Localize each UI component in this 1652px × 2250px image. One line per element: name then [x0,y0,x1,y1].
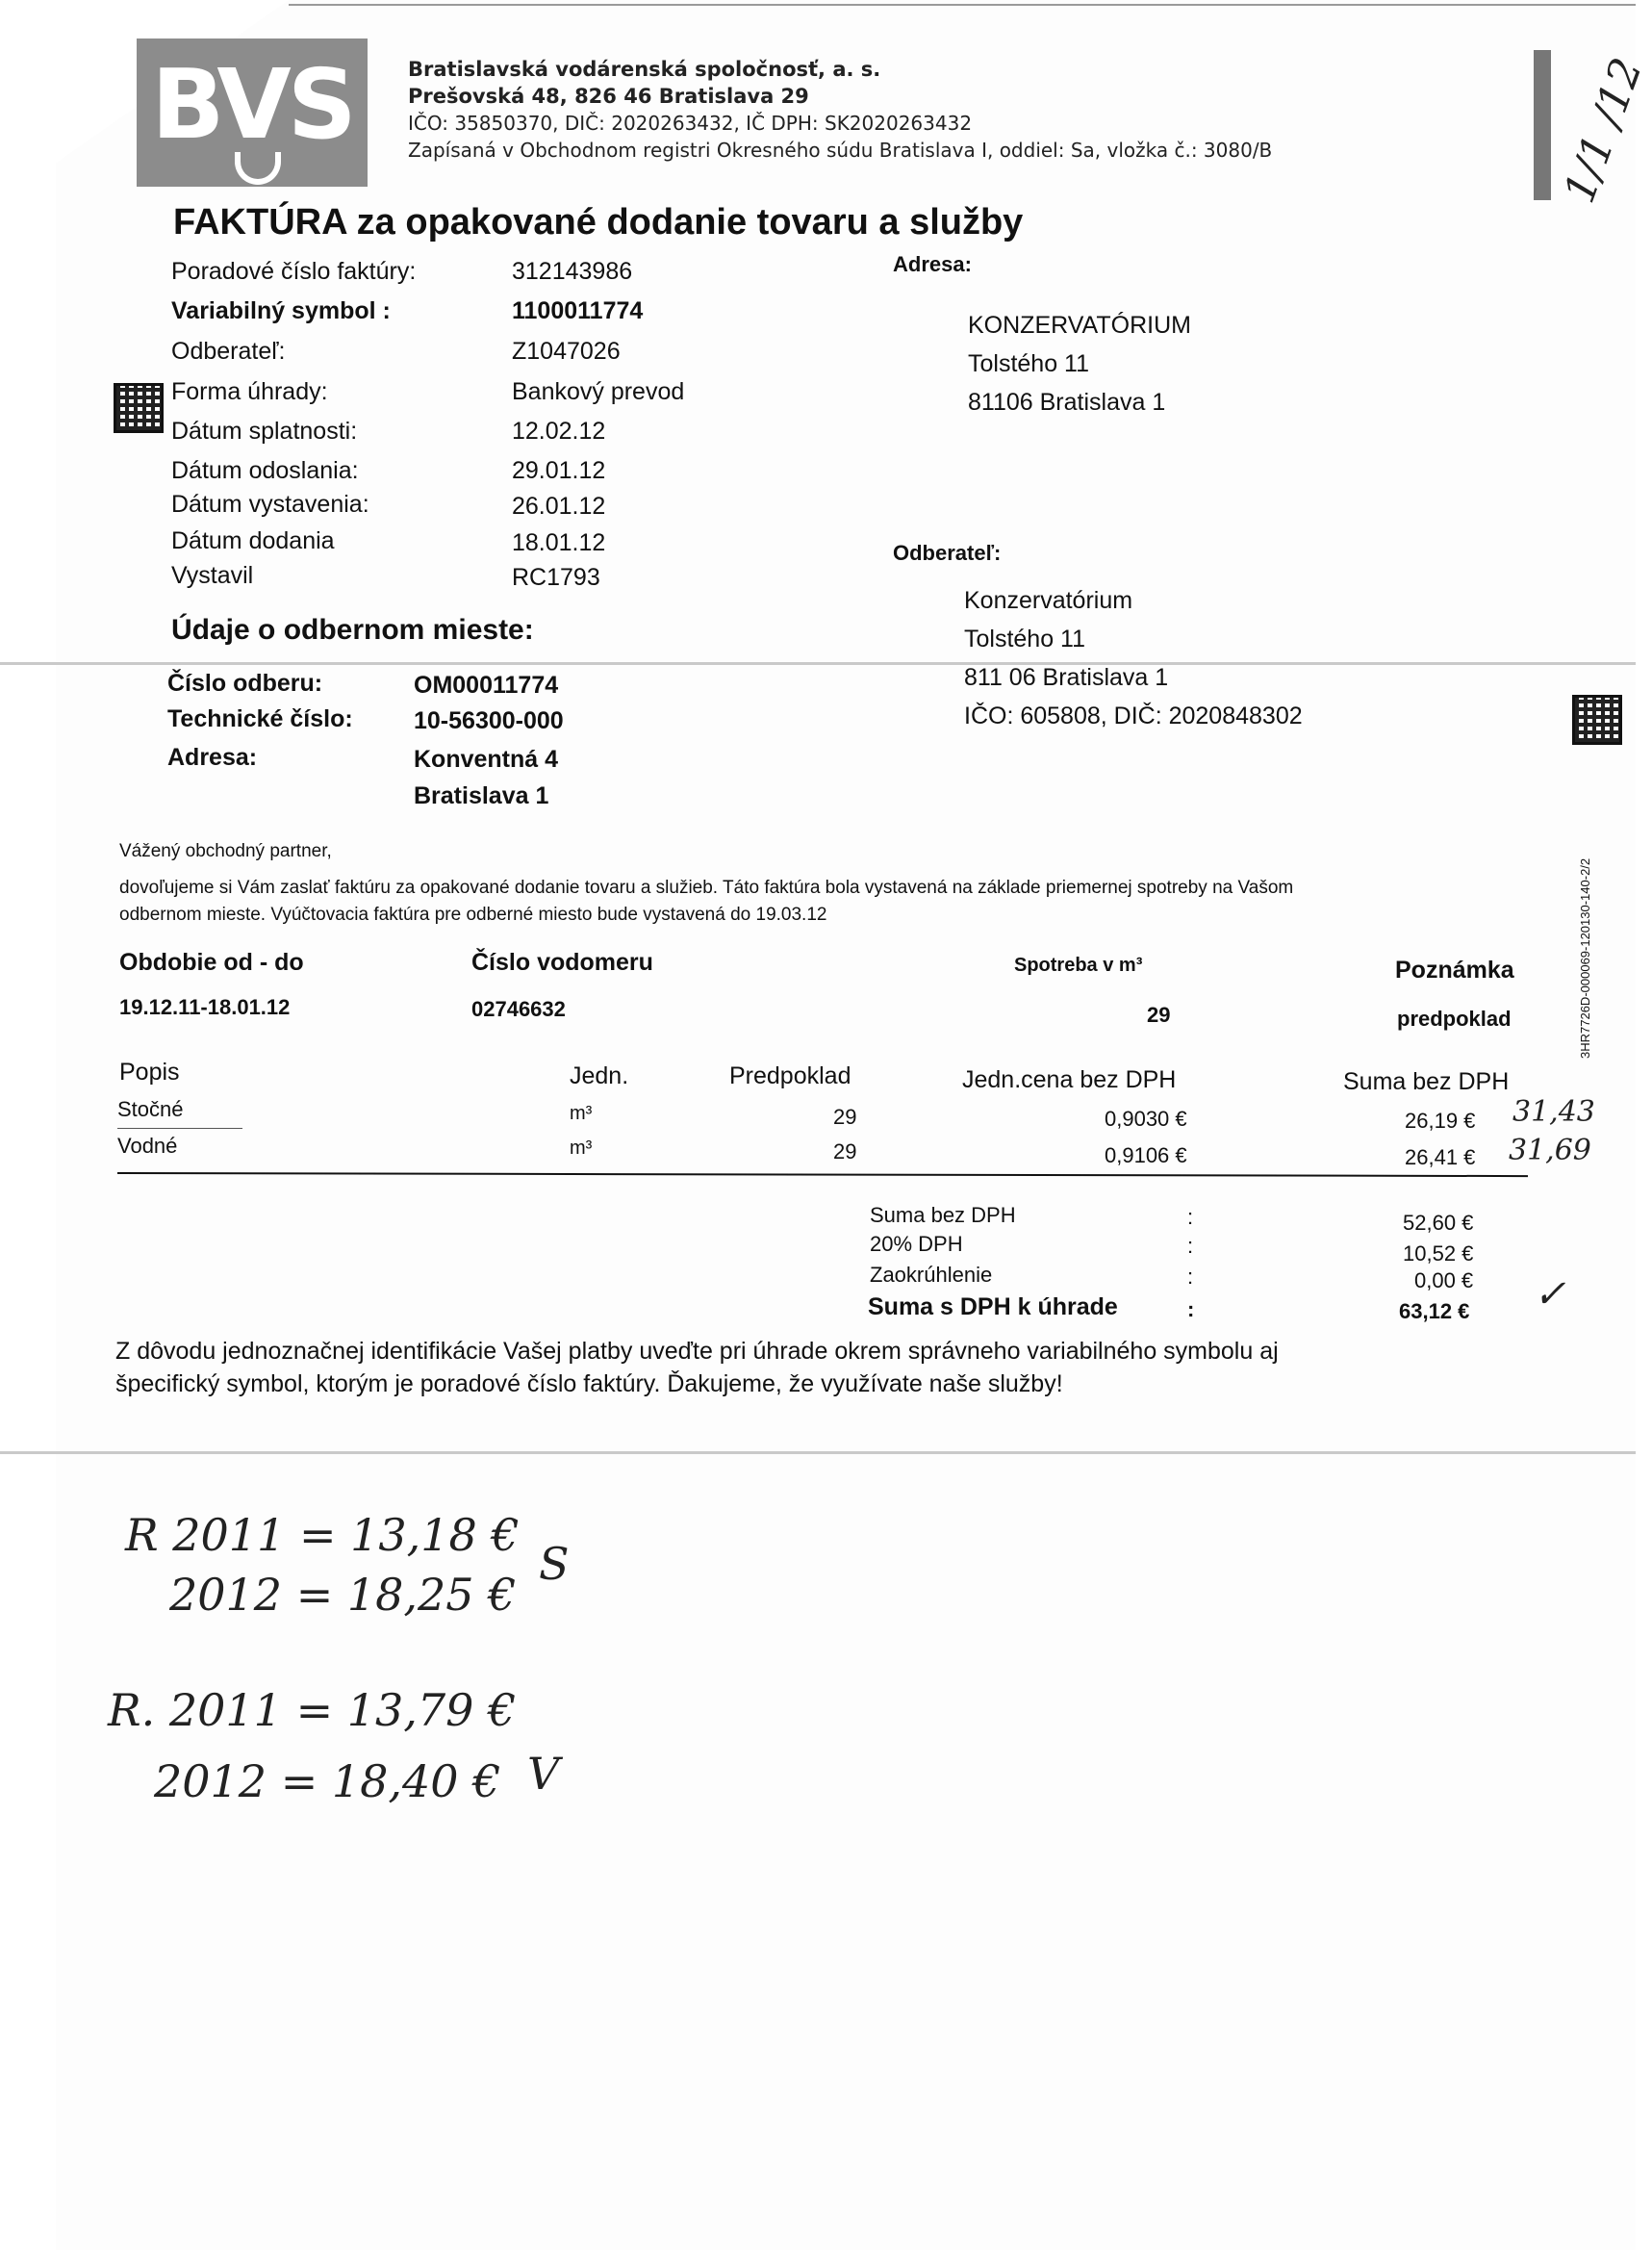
items-header-sum: Suma bez DPH [1343,1068,1510,1095]
place-value: OM00011774 [414,672,559,699]
field-value: Bankový prevod [512,378,685,405]
logo-text: BVS [151,48,353,161]
stamp-note: 1/1 /12 [1555,51,1652,210]
customer-line: Tolstého 11 [964,626,1086,652]
top-edge [289,4,1636,6]
place-heading: Údaje o odbernom mieste: [171,614,534,646]
fold-line-lower [0,1451,1636,1454]
qr-code-right [1572,695,1622,745]
letter-text: odbernom mieste. Vyúčtovacia faktúra pre odberné miesto bude vystavená do 19.03.12 [119,905,827,925]
item-sum: 26,41 € [1405,1145,1476,1169]
field-value: 29.01.12 [512,457,606,484]
customer-line: Konzervatórium [964,587,1133,614]
customer-line: IČO: 605808, DIČ: 2020848302 [964,703,1303,729]
field-label: Poradové číslo faktúry: [171,258,417,285]
bvs-logo [137,38,368,187]
field-label: Forma úhrady: [171,378,328,405]
item-estimate: 29 [833,1139,857,1163]
item-handnote: 31,69 [1509,1134,1591,1167]
company-address: Prešovská 48, 826 46 Bratislava 29 [408,85,809,108]
place-value: 10-56300-000 [414,707,564,734]
logo-drop-mark [235,152,281,185]
item-handnote: 31,43 [1512,1095,1595,1129]
customer-label: Odberateľ: [893,541,1002,565]
totals-label-grand: Suma s DPH k úhrade [868,1293,1118,1320]
company-registry: Zapísaná v Obchodnom registri Okresného súdu Bratislava I, oddiel: Sa, vložka č.: 3080/B [408,139,1273,162]
company-ids: IČO: 35850370, DIČ: 2020263432, IČ DPH: SK2020263432 [408,112,973,135]
footer-note: špecifický symbol, ktorým je poradové číslo faktúry. Ďakujeme, že využívate naše služby! [115,1370,1063,1397]
field-label: Odberateľ: [171,338,286,365]
field-label: Vystavil [171,562,254,589]
meter-note: predpoklad [1397,1007,1512,1031]
place-label: Technické číslo: [167,705,353,732]
field-label: Dátum splatnosti: [171,418,358,445]
item-unit-price: 0,9030 € [1105,1107,1187,1131]
meter-number: 02746632 [471,997,566,1021]
handwritten-note: 2012 = 18,40 € [154,1755,501,1807]
totals-value: 0,00 € [1414,1268,1474,1292]
item-unit: m³ [570,1138,593,1159]
totals-label: Zaokrúhlenie [870,1263,993,1287]
item-sum: 26,19 € [1405,1109,1476,1133]
field-label: Variabilný symbol : [171,297,391,324]
letter-greeting: Vážený obchodný partner, [119,841,332,861]
place-label: Číslo odberu: [167,670,323,697]
items-header-estimate: Predpoklad [729,1062,851,1089]
items-header-unit-price: Jedn.cena bez DPH [962,1066,1177,1093]
field-label: Dátum odoslania: [171,457,359,484]
address-line: Tolstého 11 [968,350,1090,377]
field-value: 12.02.12 [512,418,606,445]
fold-line-upper [0,662,1636,665]
field-label: Dátum dodania [171,527,335,554]
address-line: KONZERVATÓRIUM [968,312,1191,339]
items-header-unit: Jedn. [570,1062,629,1089]
customer-line: 811 06 Bratislava 1 [964,664,1169,691]
meter-period: 19.12.11-18.01.12 [119,995,291,1019]
stamp-bar [1534,50,1551,200]
field-value: 312143986 [512,258,633,285]
item-desc: Stočné [117,1097,184,1121]
item-unit: m³ [570,1103,593,1124]
totals-colon: : [1187,1265,1194,1289]
totals-label: 20% DPH [870,1232,963,1256]
invoice-title: FAKTÚRA za opakované dodanie tovaru a služby [173,202,1024,243]
totals-colon: : [1187,1205,1194,1229]
totals-colon: : [1187,1297,1195,1321]
meter-header-number: Číslo vodomeru [471,949,653,976]
totals-label: Suma bez DPH [870,1203,1016,1227]
meter-header-note: Poznámka [1395,957,1514,984]
meter-consumption: 29 [1147,1003,1171,1027]
place-value: Bratislava 1 [414,782,549,809]
totals-colon: : [1187,1234,1194,1258]
totals-value-grand: 63,12 € [1399,1299,1470,1323]
field-value: RC1793 [512,564,600,591]
company-name: Bratislavská vodárenská spoločnosť, a. s. [408,58,881,81]
checkmark-icon: ✓ [1534,1272,1566,1317]
totals-value: 52,60 € [1403,1211,1474,1235]
item-unit-price: 0,9106 € [1105,1143,1187,1167]
field-value: 18.01.12 [512,529,606,556]
field-value: Z1047026 [512,338,621,365]
item-desc: Vodné [117,1134,178,1158]
items-header-desc: Popis [119,1059,180,1086]
footer-note: Z dôvodu jednoznačnej identifikácie Vašej platby uveďte pri úhrade okrem správneho variabilného symbolu aj [115,1338,1279,1365]
letter-text: dovoľujeme si Vám zaslať faktúru za opakované dodanie tovaru a služieb. Táto faktúra bola vystavená na základe priemernej spotreby na Vašom [119,878,1294,898]
field-value: 1100011774 [512,297,644,324]
field-value: 26.01.12 [512,493,606,520]
place-label: Adresa: [167,744,258,771]
field-label: Dátum vystavenia: [171,491,369,518]
address-label: Adresa: [893,252,972,276]
qr-code-left [114,383,164,433]
item-row-rule [117,1128,242,1129]
side-code: 3HR7726D-000069-120130-140-2/2 [1578,857,1592,1059]
meter-header-period: Obdobie od - do [119,949,304,976]
address-line: 81106 Bratislava 1 [968,389,1166,416]
handwritten-note: 2012 = 18,25 € [169,1569,517,1621]
handwritten-note: R 2011 = 13,18 € [125,1509,520,1561]
place-value: Konventná 4 [414,746,559,773]
item-estimate: 29 [833,1105,857,1129]
totals-value: 10,52 € [1403,1241,1474,1266]
handwritten-mark: S [539,1538,570,1590]
meter-header-consumption: Spotreba v m³ [1014,955,1143,976]
handwritten-mark: V [527,1748,560,1800]
handwritten-note: R. 2011 = 13,79 € [108,1684,517,1736]
